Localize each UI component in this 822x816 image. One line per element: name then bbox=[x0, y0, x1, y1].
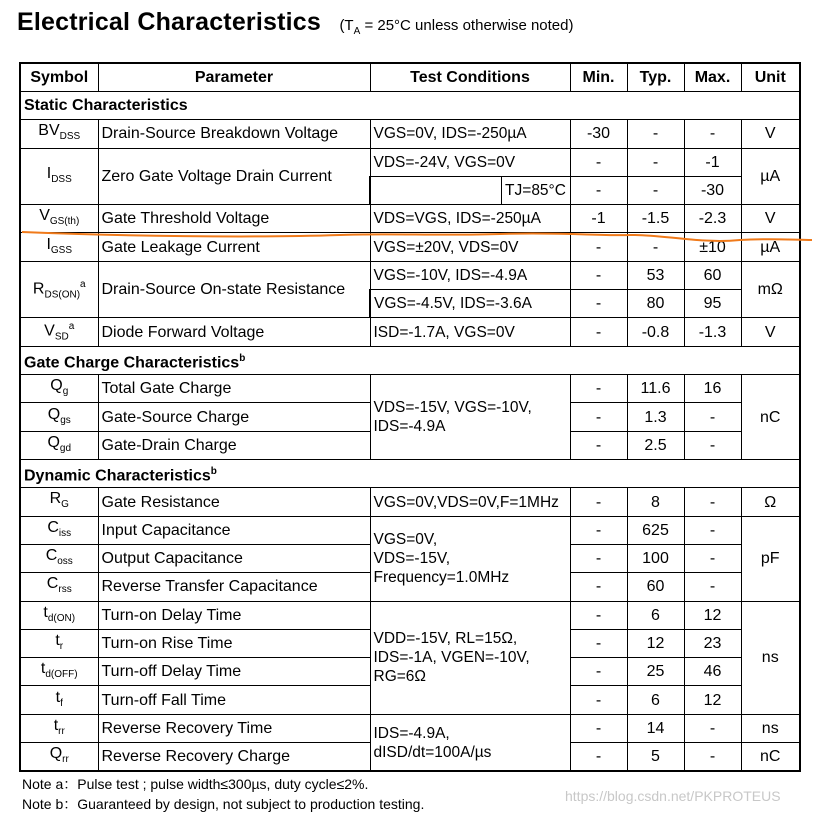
max-cell: -30 bbox=[684, 176, 741, 204]
watermark: https://blog.csdn.net/PKPROTEUS bbox=[565, 788, 781, 804]
page-title bbox=[17, 8, 573, 37]
max-cell: - bbox=[684, 403, 741, 431]
parameter-cell: Gate Threshold Voltage bbox=[98, 205, 370, 233]
unit-cell: nC bbox=[741, 743, 800, 772]
max-cell: - bbox=[684, 714, 741, 742]
max-cell: 12 bbox=[684, 601, 741, 629]
symbol-cell: $t_{d(OFF)}$ bbox=[20, 658, 98, 686]
typ-cell: 8 bbox=[627, 488, 684, 516]
col-header-typ: Typ. bbox=[627, 63, 684, 92]
col-header-symbol: Symbol bbox=[20, 63, 98, 92]
min-cell: - bbox=[570, 375, 627, 403]
typ-cell: 25 bbox=[627, 658, 684, 686]
symbol-cell: $Q_{rr}$ bbox=[20, 743, 98, 772]
note-a: Note a：Pulse test ; pulse width≤300µs, duty cycle≤2%. bbox=[22, 776, 369, 792]
parameter-cell: Turn-off Delay Time bbox=[98, 658, 370, 686]
max-cell: 16 bbox=[684, 375, 741, 403]
typ-cell: 6 bbox=[627, 601, 684, 629]
table-row bbox=[20, 488, 800, 516]
table-header-row bbox=[20, 63, 800, 92]
section-row bbox=[20, 92, 800, 120]
min-cell: - bbox=[570, 233, 627, 261]
symbol-cell: $t_{d(ON)}$ bbox=[20, 601, 98, 629]
unit-cell: pF bbox=[741, 516, 800, 601]
min-cell: - bbox=[570, 403, 627, 431]
table-row bbox=[20, 261, 800, 289]
parameter-cell: Gate-Drain Charge bbox=[98, 431, 370, 459]
max-cell: - bbox=[684, 120, 741, 148]
min-cell: - bbox=[570, 176, 627, 204]
section-row bbox=[20, 346, 800, 374]
typ-cell: - bbox=[627, 148, 684, 176]
min-cell: - bbox=[570, 743, 627, 772]
typ-cell: 5 bbox=[627, 743, 684, 772]
symbol-cell: $V_{GS(th)}$ bbox=[20, 205, 98, 233]
parameter-cell: Reverse Transfer Capacitance bbox=[98, 573, 370, 601]
symbol-cell: $t_r$ bbox=[20, 629, 98, 657]
parameter-cell: Gate Resistance bbox=[98, 488, 370, 516]
symbol-cell: $V_{SD}^a$ bbox=[20, 318, 98, 347]
title-main: Electrical Characteristics bbox=[17, 8, 321, 36]
max-cell: - bbox=[684, 488, 741, 516]
min-cell: -30 bbox=[570, 120, 627, 148]
table-row bbox=[20, 318, 800, 347]
table-row bbox=[20, 205, 800, 233]
table-row bbox=[20, 120, 800, 148]
max-cell: 12 bbox=[684, 686, 741, 714]
note-b: Note b：Guaranteed by design, not subject to production testing. bbox=[22, 796, 425, 812]
max-cell: - bbox=[684, 573, 741, 601]
min-cell: - bbox=[570, 290, 627, 318]
min-cell: -1 bbox=[570, 205, 627, 233]
condition-cell: ISD=-1.7A, VGS=0V bbox=[370, 318, 570, 347]
max-cell: 46 bbox=[684, 658, 741, 686]
max-cell: - bbox=[684, 431, 741, 459]
typ-cell: 100 bbox=[627, 544, 684, 572]
typ-cell: - bbox=[627, 176, 684, 204]
tj-condition: TJ=85°C bbox=[501, 177, 570, 204]
col-header-test-conditions: Test Conditions bbox=[370, 63, 570, 92]
max-cell: -2.3 bbox=[684, 205, 741, 233]
typ-cell: 6 bbox=[627, 686, 684, 714]
max-cell: ±10 bbox=[684, 233, 741, 261]
table-row bbox=[20, 516, 800, 544]
condition-cell: VGS=-4.5V, IDS=-3.6A bbox=[370, 290, 570, 318]
unit-cell: ns bbox=[741, 601, 800, 714]
condition-cell: VDS=VGS, IDS=-250µA bbox=[370, 205, 570, 233]
unit-cell: V bbox=[741, 205, 800, 233]
typ-cell: -1.5 bbox=[627, 205, 684, 233]
condition-cell: VGS=0V,VDS=0V,F=1MHz bbox=[370, 488, 570, 516]
parameter-cell: Reverse Recovery Charge bbox=[98, 743, 370, 772]
unit-cell: ns bbox=[741, 714, 800, 742]
typ-cell: - bbox=[627, 120, 684, 148]
typ-cell: -0.8 bbox=[627, 318, 684, 347]
symbol-cell: $R_G$ bbox=[20, 488, 98, 516]
typ-cell: 1.3 bbox=[627, 403, 684, 431]
symbol-cell: $C_{rss}$ bbox=[20, 573, 98, 601]
unit-cell: Ω bbox=[741, 488, 800, 516]
symbol-cell: $Q_{gs}$ bbox=[20, 403, 98, 431]
unit-cell: V bbox=[741, 120, 800, 148]
unit-cell: µA bbox=[741, 148, 800, 205]
col-header-parameter: Parameter bbox=[98, 63, 370, 92]
max-cell: 60 bbox=[684, 261, 741, 289]
max-cell: - bbox=[684, 743, 741, 772]
parameter-cell: Zero Gate Voltage Drain Current bbox=[98, 148, 370, 205]
title-condition: ($T_A = 25^\circ C$ unless otherwise noted) bbox=[339, 17, 574, 37]
parameter-cell: Turn-off Fall Time bbox=[98, 686, 370, 714]
min-cell: - bbox=[570, 658, 627, 686]
min-cell: - bbox=[570, 629, 627, 657]
symbol-cell: $I_{DSS}$ bbox=[20, 148, 98, 205]
parameter-cell: Total Gate Charge bbox=[98, 375, 370, 403]
unit-cell: nC bbox=[741, 375, 800, 460]
condition-cell: VGS=-10V, IDS=-4.9A bbox=[370, 261, 570, 289]
max-cell: 95 bbox=[684, 290, 741, 318]
typ-cell: - bbox=[627, 233, 684, 261]
condition-cell: VGS=0V, IDS=-250µA bbox=[370, 120, 570, 148]
condition-cell: VGS=±20V, VDS=0V bbox=[370, 233, 570, 261]
col-header-min: Min. bbox=[570, 63, 627, 92]
min-cell: - bbox=[570, 318, 627, 347]
table-row bbox=[20, 601, 800, 629]
symbol-cell: $Q_{gd}$ bbox=[20, 431, 98, 459]
min-cell: - bbox=[570, 686, 627, 714]
min-cell: - bbox=[570, 601, 627, 629]
unit-cell: mΩ bbox=[741, 261, 800, 318]
symbol-cell: $Q_g$ bbox=[20, 375, 98, 403]
symbol-cell: $R_{DS(ON)}^a$ bbox=[20, 261, 98, 318]
max-cell: - bbox=[684, 544, 741, 572]
min-cell: - bbox=[570, 714, 627, 742]
col-header-max: Max. bbox=[684, 63, 741, 92]
table-row bbox=[20, 148, 800, 176]
section-dynamic: Dynamic Characteristics$^b$ bbox=[20, 460, 800, 488]
parameter-cell: Diode Forward Voltage bbox=[98, 318, 370, 347]
section-static: Static Characteristics bbox=[20, 92, 800, 120]
symbol-cell: $C_{iss}$ bbox=[20, 516, 98, 544]
condition-cell: VDS=-15V, VGS=-10V, IDS=-4.9A bbox=[370, 375, 570, 460]
typ-cell: 12 bbox=[627, 629, 684, 657]
characteristics-table bbox=[19, 62, 801, 772]
min-cell: - bbox=[570, 516, 627, 544]
min-cell: - bbox=[570, 431, 627, 459]
condition-cell: VDS=-24V, VGS=0V bbox=[370, 148, 570, 176]
min-cell: - bbox=[570, 573, 627, 601]
typ-cell: 60 bbox=[627, 573, 684, 601]
typ-cell: 80 bbox=[627, 290, 684, 318]
table-row bbox=[20, 375, 800, 403]
condition-cell: VDD=-15V, RL=15Ω, IDS=-1A, VGEN=-10V, RG=6Ω bbox=[370, 601, 570, 714]
parameter-cell: Input Capacitance bbox=[98, 516, 370, 544]
section-gate-charge: Gate Charge Characteristics$^b$ bbox=[20, 346, 800, 374]
typ-cell: 2.5 bbox=[627, 431, 684, 459]
unit-cell: µA bbox=[741, 233, 800, 261]
col-header-unit: Unit bbox=[741, 63, 800, 92]
condition-cell: IDS=-4.9A, dISD/dt=100A/µs bbox=[370, 714, 570, 771]
parameter-cell: Output Capacitance bbox=[98, 544, 370, 572]
typ-cell: 14 bbox=[627, 714, 684, 742]
max-cell: - bbox=[684, 516, 741, 544]
symbol-cell: $BV_{DSS}$ bbox=[20, 120, 98, 148]
max-cell: 23 bbox=[684, 629, 741, 657]
parameter-cell: Turn-on Delay Time bbox=[98, 601, 370, 629]
symbol-cell: $t_f$ bbox=[20, 686, 98, 714]
symbol-cell: $t_{rr}$ bbox=[20, 714, 98, 742]
condition-cell bbox=[370, 176, 570, 204]
symbol-cell: $I_{GSS}$ bbox=[20, 233, 98, 261]
parameter-cell: Drain-Source On-state Resistance bbox=[98, 261, 370, 318]
table-row bbox=[20, 714, 800, 742]
unit-cell: V bbox=[741, 318, 800, 347]
max-cell: -1 bbox=[684, 148, 741, 176]
typ-cell: 625 bbox=[627, 516, 684, 544]
section-row bbox=[20, 460, 800, 488]
typ-cell: 53 bbox=[627, 261, 684, 289]
table-row bbox=[20, 233, 800, 261]
footnotes bbox=[22, 774, 424, 814]
min-cell: - bbox=[570, 544, 627, 572]
parameter-cell: Drain-Source Breakdown Voltage bbox=[98, 120, 370, 148]
min-cell: - bbox=[570, 261, 627, 289]
parameter-cell: Gate-Source Charge bbox=[98, 403, 370, 431]
min-cell: - bbox=[570, 148, 627, 176]
max-cell: -1.3 bbox=[684, 318, 741, 347]
symbol-cell: $C_{oss}$ bbox=[20, 544, 98, 572]
parameter-cell: Reverse Recovery Time bbox=[98, 714, 370, 742]
min-cell: - bbox=[570, 488, 627, 516]
parameter-cell: Turn-on Rise Time bbox=[98, 629, 370, 657]
typ-cell: 11.6 bbox=[627, 375, 684, 403]
condition-cell: VGS=0V, VDS=-15V, Frequency=1.0MHz bbox=[370, 516, 570, 601]
parameter-cell: Gate Leakage Current bbox=[98, 233, 370, 261]
